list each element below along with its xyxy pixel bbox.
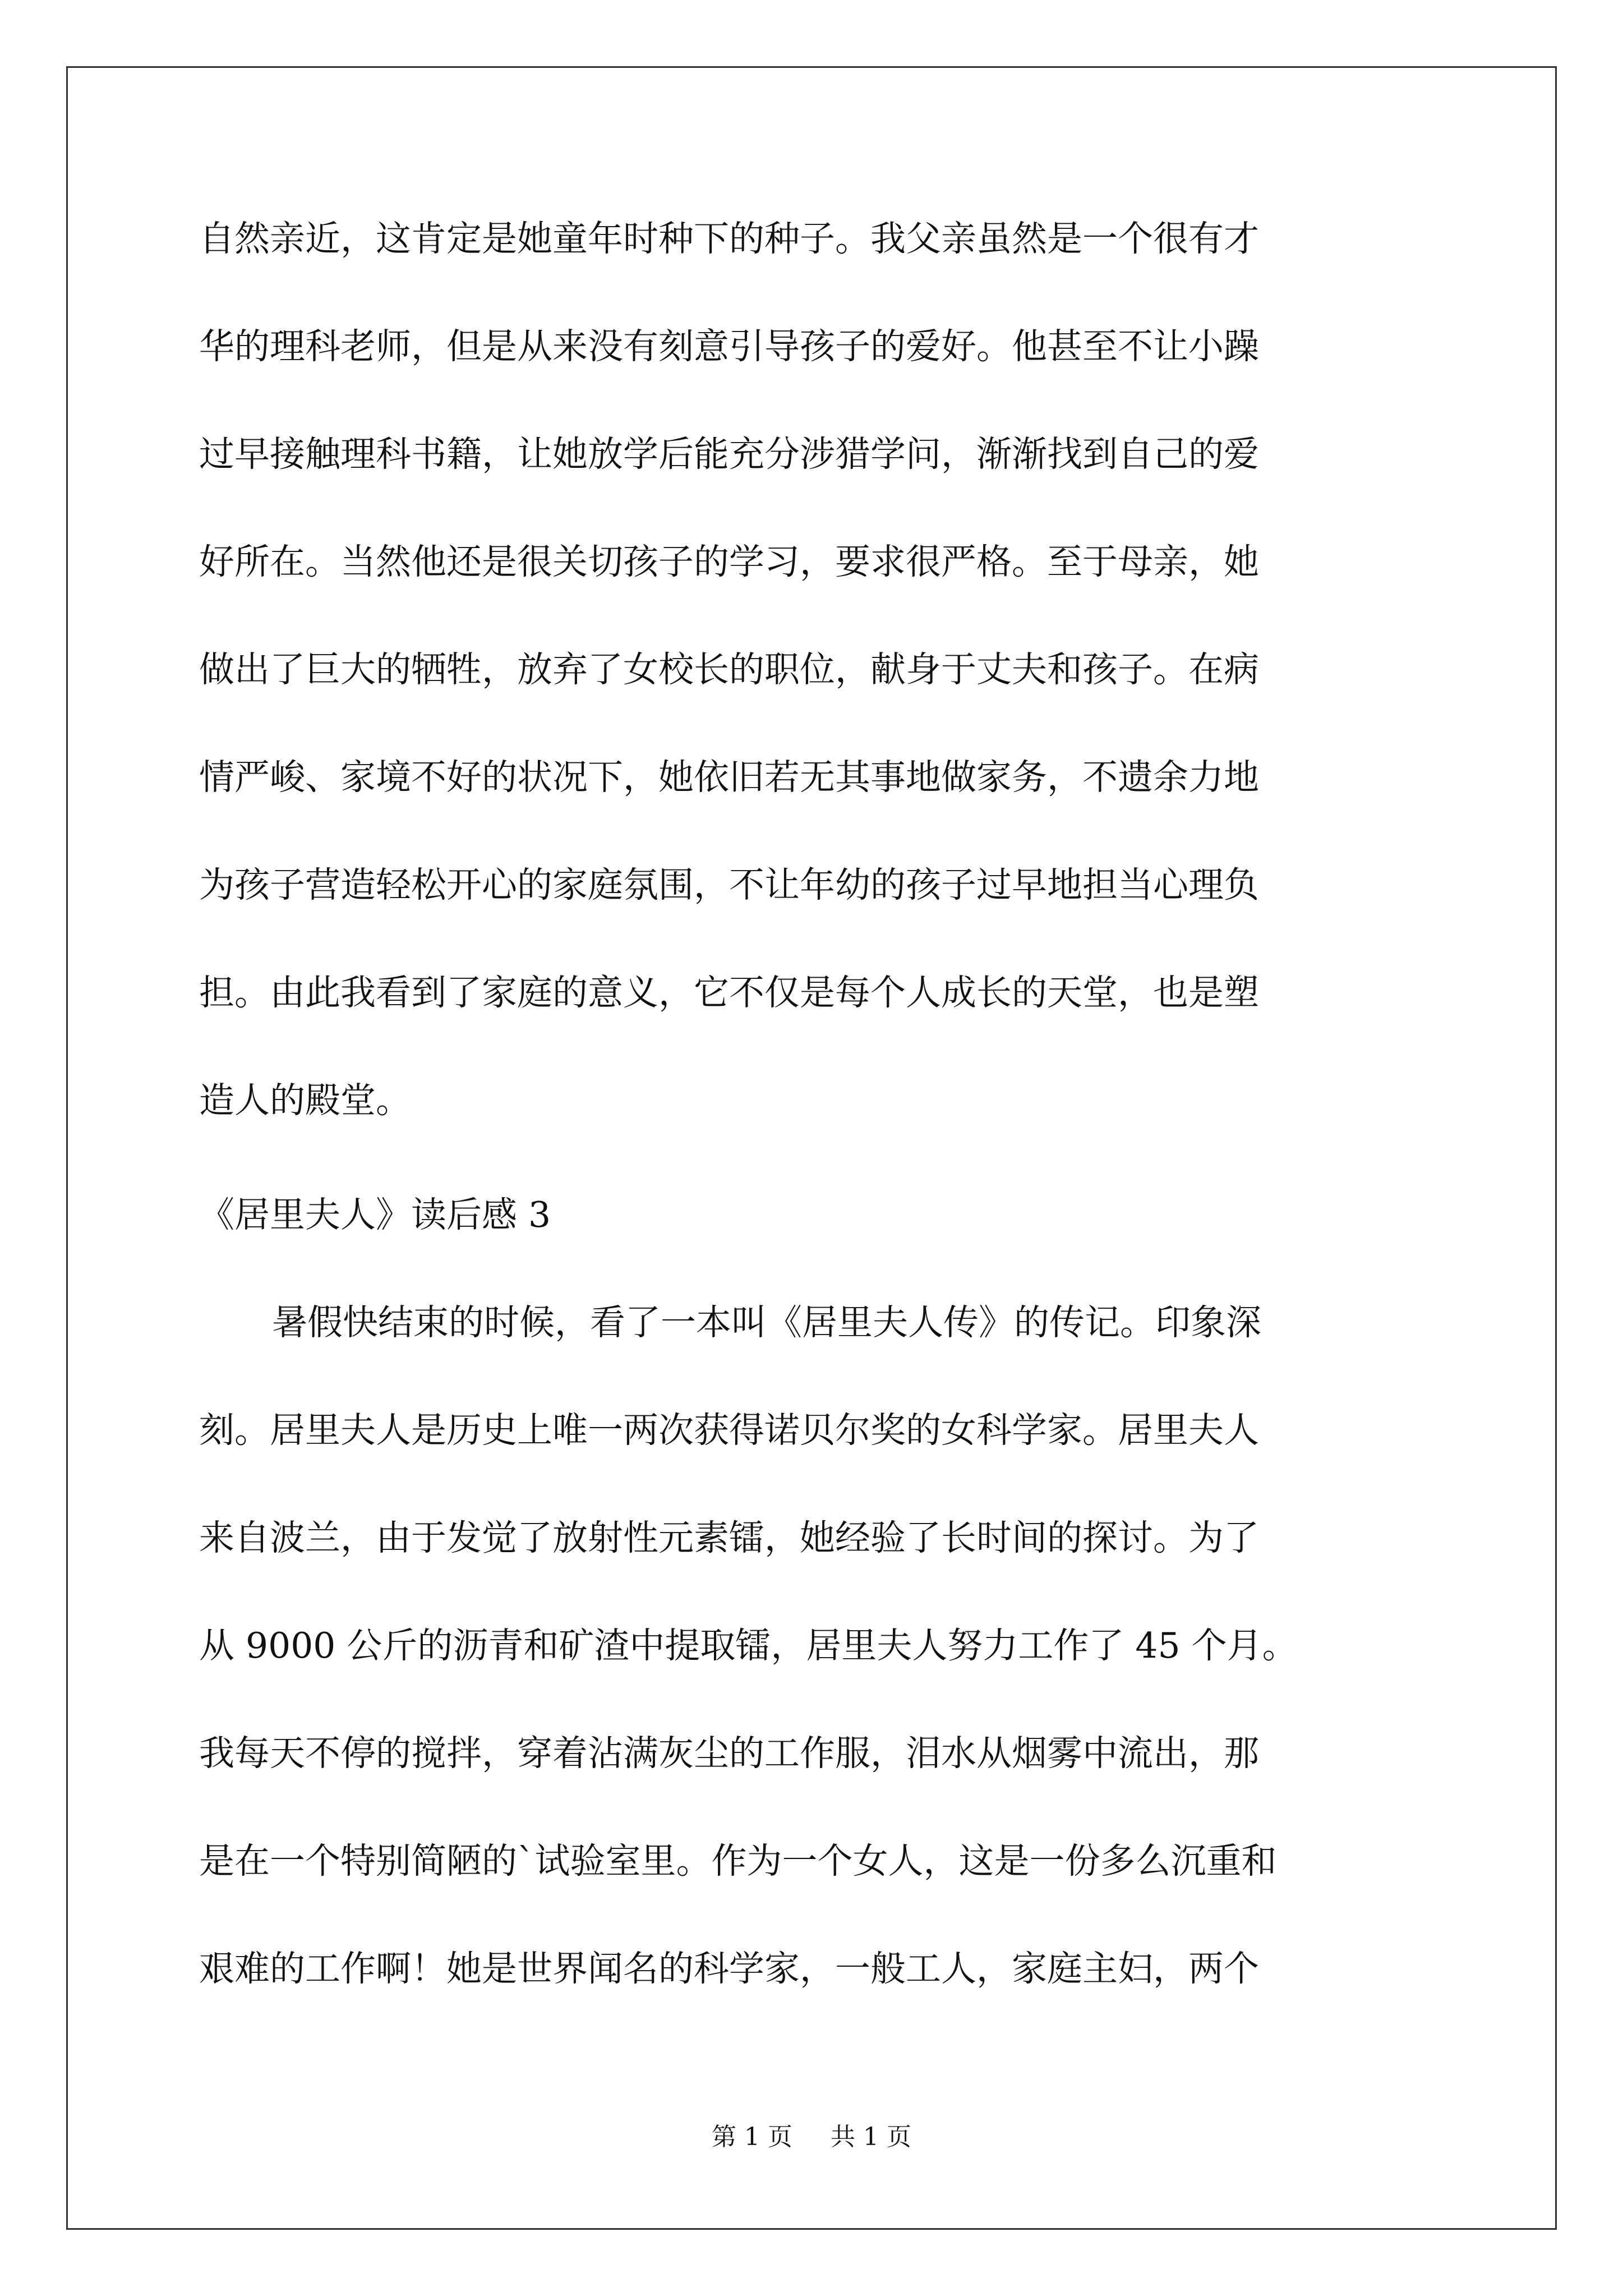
paragraph-line: 我每天不停的搅拌，穿着沾满灰尘的工作服，泪水从烟雾中流出，那 xyxy=(199,1733,1259,1774)
paragraph-2 xyxy=(199,1269,1433,2023)
paragraph-line: 做出了巨大的牺牲，放弃了女校长的职位，献身于丈夫和孩子。在病 xyxy=(199,649,1259,690)
paragraph-line: 艰难的工作啊！她是世界闻名的科学家，一般工人，家庭主妇，两个 xyxy=(199,1948,1259,1989)
paragraph-line: 好所在。当然他还是很关切孩子的学习，要求很严格。至于母亲，她 xyxy=(199,541,1259,582)
page-number: 第 1 页 xyxy=(712,2123,792,2151)
paragraph-line: 华的理科老师，但是从来没有刻意引导孩子的爱好。他甚至不让小躁 xyxy=(199,326,1259,367)
paragraph-1 xyxy=(199,185,1433,1154)
page-footer xyxy=(0,2120,1623,2154)
section-heading: 《居里夫人》读后感 3 xyxy=(199,1194,551,1235)
paragraph-line: 是在一个特别简陋的`试验室里。作为一个女人，这是一份多么沉重和 xyxy=(199,1841,1277,1881)
page-total: 共 1 页 xyxy=(831,2123,911,2151)
paragraph-line: 情严峻、家境不好的状况下，她依旧若无其事地做家务，不遗余力地 xyxy=(199,757,1259,798)
paragraph-line: 过早接触理科书籍，让她放学后能充分涉猎学问，渐渐找到自己的爱 xyxy=(199,434,1259,475)
paragraph-line: 从 9000 公斤的沥青和矿渣中提取镭，居里夫人努力工作了 45 个月。 xyxy=(199,1625,1298,1666)
paragraph-line: 来自波兰，由于发觉了放射性元素镭，她经验了长时间的探讨。为了 xyxy=(199,1517,1259,1558)
paragraph-line: 自然亲近，这肯定是她童年时种下的种子。我父亲虽然是一个很有才 xyxy=(199,218,1259,259)
paragraph-line: 造人的殿堂。 xyxy=(199,1080,411,1121)
paragraph-line: 担。由此我看到了家庭的意义，它不仅是每个人成长的天堂，也是塑 xyxy=(199,972,1259,1013)
paragraph-line: 刻。居里夫人是历史上唯一两次获得诺贝尔奖的女科学家。居里夫人 xyxy=(199,1410,1259,1451)
paragraph-line: 暑假快结束的时候，看了一本叫《居里夫人传》的传记。印象深 xyxy=(272,1302,1261,1343)
paragraph-line: 为孩子营造轻松开心的家庭氛围，不让年幼的孩子过早地担当心理负 xyxy=(199,864,1259,905)
